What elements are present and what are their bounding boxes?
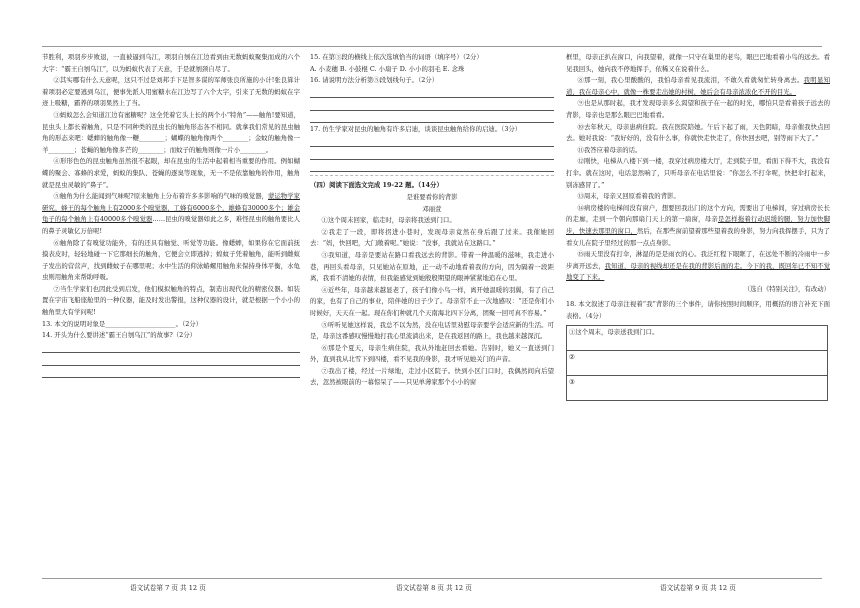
question-14: 14. 开头为什么要讲述“霸王自刎乌江”的故事?（2分） [42,331,197,340]
page-7-column [42,52,300,576]
footer-page-9: 语文试卷第 9 页 共 12 页 [660,584,736,592]
paragraph-10: ⑩去年秋天，母亲患病住院。我在医院陪她。午后下起了雨，天色阴暗，母亲催我快点回去。她对我说：“我好好的，没有什么事，你就快走快走了，你快回去吧，别等雨下大了。” [566,122,830,143]
paragraph-13: ⑬周末，母亲又回原看着我的背影。 [577,192,680,201]
passage-source: （选自《特别关注》，有改动） [743,284,830,293]
paragraph-5: ⑤触角为什么能闻到气味呢?原来触角上分布着许多多影响的气味的嗅觉器，蒙运物学家研究，蜂王的每个触角上有2000多个嗅觉器，工蜂有6000多个，雄蜂有30000多个；雄金龟子的每个触角上有40000多个嗅觉器……昆虫的嗅觉器如此之多，难怪昆虫的触角要比人的鼻子灵敏亿万倍呢! [42,192,300,235]
question-15-options: A. 小麦穗 B. 小鼓棍 C. 小扇子 D. 小小的羽毛 E. 念珠 [310,64,465,73]
paragraph-14: ⑭病房楼的电梯间没有窗户，想要回我出门的这个方向，需要出了电梯间，穿过病房长长的走廊，走到一个朝向那扇门天上的第一扇窗，母亲是怎样拖着行动迟缓的腿，努力加快脚步，快速去那里的窗口，然后，在那些窗前望着那些望着我的身影，努力向我挥摆手，只为了看女儿在院子里经过的那一点点身影。 [566,203,830,247]
paragraph-9: ⑨也是从那时起，我才发现母亲多么渴望和孩子在一起的时光，哪怕只是看着孩子远去的背影，母亲也是那么眼巴巴地看看。 [566,99,830,119]
answer-line[interactable] [42,342,300,354]
paragraph-1: 节胜利，项羽步步败退，一直被逼到乌江，项羽自刎在江边看到由无数蚂蚁聚集而成的六个大字：“霸王自刎乌江”，以为蚂蚁代表了天意，于是就刎颈自尽了。 [42,53,300,73]
question-13: 13. 本文的说明对象是______________________。（2分） [42,319,203,328]
paragraph-7: ⑦我出了楼，经过一片绿地，走过小区院子。快到小区门口时，我偶然间向后望去，忽然被眼前的一幕惊呆了——只见单薄家那个小小的窗 [310,366,554,387]
top-rule [42,46,822,47]
paragraph-4: ④近些年，母亲越来越显老了，孩子们像小鸟一样，离开她温暖的羽翼，有了自己的家，也有了自己的事业，陪伴她的日子少了。母亲常不止一次地感叹：“还是你们小时候好，天天在一起。现在你们种就几个天南海北四下分离，团聚一回可真不容易。” [310,285,554,317]
event-row-2[interactable]: ② [567,350,828,375]
question-17: 17. 仿生学家对昆虫的触角有许多启迪，谈谈昆虫触角给你的启迪。（3分） [310,125,522,134]
paragraph-3: ③我知道，母亲是要站在路口看我远去的背影。带着一种温暖的滋味，我走进小巷，再回头看母亲，只见她站在原地，正一动不动地看着我的方向，因为隔着一段距离，我看不清她的表情，但我能感觉到她殷殷期望的眼神紧紧地追在心里。 [310,250,554,283]
event-row-3[interactable]: ③ [567,375,828,400]
question-13-blank[interactable]: ______________________ [105,319,176,328]
paragraph-2: ②我走了一段，即将拐进小巷时，发现母亲竟然在身后跟了过来。我催她回去：“妈，快回吧，大门敞着呢。”她说：“没事，我就站在这路口。” [310,227,554,248]
question-18: 18. 本文叙述了母亲注视着“我”背影的三个事件，请你按照时间顺序，用概括的语言补充下面表格。（4分） [566,300,830,321]
paragraph-2: ②其实哪有什么天意呢，这只不过是刘邦手下足智多谋的军师张良所施的小计!张良算计着项羽必定要逃到乌江，便事先派人用蜜糖水在江边写了六个大字，引来了无数的蚂蚁在字迹上吸糖，霸养的项羽果然上了当。 [42,76,300,108]
passage-title: 是谁要看你的背影 [406,192,458,201]
answer-line[interactable] [310,136,554,148]
answer-line[interactable] [310,112,554,124]
page-9-column [566,52,830,576]
footer-page-7: 语文试卷第 7 页 共 12 页 [130,584,206,592]
paragraph-12: ⑫刚快，电梯从八楼下到一楼，我穿过病房楼大厅，走到院子里，看面下得不大，我没有打伞。就在这时，电话忽然响了，只听母亲在电话里说：“你怎么不打伞呢，快把伞打起来，别冻感冒了。” [566,157,830,189]
paragraph-8: ⑧那一刻，我心里酸酸的，我怕母亲看见我流泪，不敢久看就匆忙转身离去。我明显知道，我在母亲心中，就像一株要走出她的村树，她后会有母亲浓浓化不开的目光。 [566,76,830,96]
answer-line[interactable] [310,87,554,99]
answer-line[interactable] [310,161,554,173]
paragraph-6: ⑥那是个夏天，母亲生病住院，我从外地赶回去看她。告别时，她又一直送到门外，直到我从北雪下到四楼，看不见我的身影，我才听见她关门的声音。 [310,343,554,364]
passage-author: 邓丽萱 [422,204,442,213]
section-heading: （四）阅读下面选文完成 19-22 题。（14分） [310,181,443,190]
section-divider [310,175,554,176]
footer-page-8: 语文试卷第 8 页 共 12 页 [396,584,472,592]
paragraph-4: ④形形色色的昆虫触角虽然很不起眼，却在昆虫的生活中起着相当重要的作用。例如蝴蝶的聚会、寡蜂的求爱，蚂蚁的集队、苍蝇的逐臭等现象，无一不是依靠触角的作用，触角就是昆虫灵敏的“鼻子”。 [42,157,300,189]
event-row-1: ①这个周末，母亲送我到门口。 [567,325,828,350]
paragraph-7: ⑦当生学家们也因此受到启发，他们模拟触角的特点，制造出现代化的精密仪器。如装置在宇宙飞船座舱里的一种仪器，能及时发出警报，这种仪器的设计，就是根据一个小小的触角里大有学问呢! [42,284,300,317]
paragraph-1: ①这个周末回家，临走时，母亲将我送到门口。 [321,216,456,225]
question-16: 16. 请说明方法分析第⑤段划线句子。（2分） [310,76,439,85]
answer-line[interactable] [310,148,554,160]
paragraph-15: ⑮雨天里没有打伞，淋湿的是是雨衣的心。我泛红程下眼眶了，在远处不断的冷雨中一步步离开远去，我知道，母亲的视线却还是在我的背影后面的走。今下的我，既回年已不知不觉地变了下来。 [566,250,830,282]
bottom-rule [42,578,822,579]
paragraph-3: ③蚂蚁怎么会知道江边有蜜糖呢？这全凭着它头上长的两个小“特角”——触角!要知道，昆虫头上都长着触角，只是不同种类的昆虫长的触角形态各不相同。就拿我们常见的昆虫触角的形态来吧：蟋蟀的触角像一鞭________；蝴蝶的触角像两个________；金蚊的触角像一羊________；苍蝇的触角像多芒的________；而蚊子的触角则像一片小________。 [42,110,300,154]
answer-line[interactable] [310,99,554,111]
paragraph-11: ⑪我答应着母亲的话。 [577,145,642,154]
paragraph-6: ⑥触角除了有嗅觉功能外，有的还具有触觉、听觉等功能。像蟋蟀，如果你在它面前抚摸表皮时，轻轻地碰一下它那细长的触角，它便会立即逃掉；蝗蚊子凭着触角，能听到雌蚁子发出的营营声，找到雌蚊子在哪里呢；水中生活的仰泳蝽螺用触角来保持身体平衡，水龟虫则用触角来帮助呼吸。 [42,238,300,282]
paragraph-5: ⑤听听见她这样说，我总不以为然，没在电话里劝慰母亲要学会适应新的生活。可是，母亲这番感叹慢慢地打我心里流淌出来，是在我返回的路上，我也越来越深沉。 [310,320,554,341]
paragraph-7-continued: 框里，母亲正扒在窗口，向我望着，就像一只守在巢里的老鸟，眼巴巴地看着小鸟的远去。看见我回头，她向我不停地挥手，依稀又在说着什么。 [566,53,830,73]
page-8-column [310,52,554,576]
question-15: 15. 在第③段的横线上依次选填恰当的词语（填序号）（2分） [310,53,483,61]
answer-line[interactable] [42,367,300,379]
answer-line[interactable] [42,354,300,366]
event-table [566,325,828,401]
